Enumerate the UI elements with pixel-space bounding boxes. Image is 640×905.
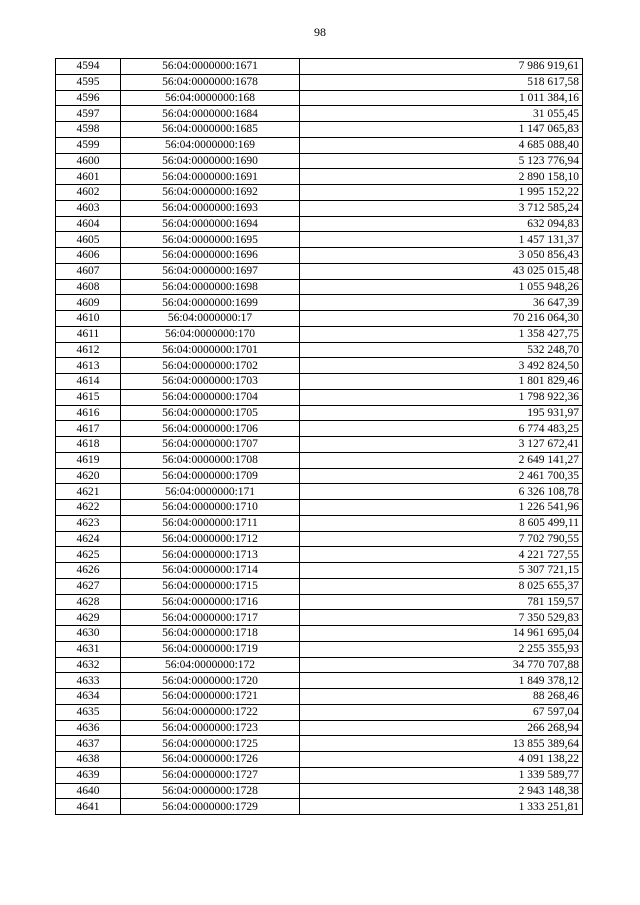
cadastral-number-cell: 56:04:0000000:1671	[121, 59, 300, 75]
cadastral-number-cell: 56:04:0000000:1704	[121, 389, 300, 405]
table-row	[56, 515, 583, 531]
row-number-cell: 4641	[56, 799, 121, 815]
row-number-cell: 4630	[56, 626, 121, 642]
value-cell: 2 890 158,10	[300, 169, 583, 185]
table-row	[56, 342, 583, 358]
value-cell: 8 605 499,11	[300, 515, 583, 531]
cadastral-number-cell: 56:04:0000000:168	[121, 90, 300, 106]
row-number-cell: 4610	[56, 311, 121, 327]
row-number-cell: 4639	[56, 767, 121, 783]
value-cell: 2 461 700,35	[300, 468, 583, 484]
value-cell: 3 050 856,43	[300, 248, 583, 264]
value-cell: 67 597,04	[300, 704, 583, 720]
row-number-cell: 4605	[56, 232, 121, 248]
value-cell: 1 333 251,81	[300, 799, 583, 815]
value-cell: 518 617,58	[300, 74, 583, 90]
cadastral-number-cell: 56:04:0000000:1728	[121, 783, 300, 799]
value-cell: 5 123 776,94	[300, 153, 583, 169]
value-cell: 4 221 727,55	[300, 547, 583, 563]
cadastral-number-cell: 56:04:0000000:1723	[121, 720, 300, 736]
value-cell: 13 855 389,64	[300, 736, 583, 752]
row-number-cell: 4615	[56, 389, 121, 405]
table-row	[56, 799, 583, 815]
row-number-cell: 4634	[56, 689, 121, 705]
row-number-cell: 4595	[56, 74, 121, 90]
row-number-cell: 4631	[56, 641, 121, 657]
row-number-cell: 4594	[56, 59, 121, 75]
value-cell: 6 774 483,25	[300, 421, 583, 437]
row-number-cell: 4632	[56, 657, 121, 673]
row-number-cell: 4623	[56, 515, 121, 531]
value-cell: 34 770 707,88	[300, 657, 583, 673]
row-number-cell: 4618	[56, 437, 121, 453]
table-row	[56, 248, 583, 264]
table-row	[56, 169, 583, 185]
table-row	[56, 326, 583, 342]
value-cell: 3 492 824,50	[300, 358, 583, 374]
row-number-cell: 4635	[56, 704, 121, 720]
table-row	[56, 563, 583, 579]
row-number-cell: 4628	[56, 594, 121, 610]
row-number-cell: 4599	[56, 137, 121, 153]
table-row	[56, 374, 583, 390]
cadastral-number-cell: 56:04:0000000:1713	[121, 547, 300, 563]
cadastral-number-cell: 56:04:0000000:1701	[121, 342, 300, 358]
table-row	[56, 720, 583, 736]
value-cell: 4 685 088,40	[300, 137, 583, 153]
row-number-cell: 4622	[56, 500, 121, 516]
row-number-cell: 4606	[56, 248, 121, 264]
table-row	[56, 610, 583, 626]
table-row	[56, 547, 583, 563]
row-number-cell: 4640	[56, 783, 121, 799]
cadastral-number-cell: 56:04:0000000:170	[121, 326, 300, 342]
row-number-cell: 4625	[56, 547, 121, 563]
value-cell: 532 248,70	[300, 342, 583, 358]
table-row	[56, 106, 583, 122]
cadastral-number-cell: 56:04:0000000:1696	[121, 248, 300, 264]
cadastral-number-cell: 56:04:0000000:1711	[121, 515, 300, 531]
row-number-cell: 4613	[56, 358, 121, 374]
row-number-cell: 4604	[56, 216, 121, 232]
table-row	[56, 59, 583, 75]
row-number-cell: 4612	[56, 342, 121, 358]
value-cell: 70 216 064,30	[300, 311, 583, 327]
cadastral-number-cell: 56:04:0000000:1721	[121, 689, 300, 705]
value-cell: 3 712 585,24	[300, 200, 583, 216]
page-number: 98	[314, 25, 326, 39]
table-row	[56, 74, 583, 90]
row-number-cell: 4602	[56, 185, 121, 201]
row-number-cell: 4603	[56, 200, 121, 216]
table-row	[56, 358, 583, 374]
table-row	[56, 657, 583, 673]
table-row	[56, 153, 583, 169]
table-row	[56, 531, 583, 547]
row-number-cell: 4629	[56, 610, 121, 626]
row-number-cell: 4636	[56, 720, 121, 736]
value-cell: 7 986 919,61	[300, 59, 583, 75]
table-row	[56, 295, 583, 311]
table-row	[56, 185, 583, 201]
cadastral-number-cell: 56:04:0000000:1712	[121, 531, 300, 547]
table-row	[56, 216, 583, 232]
cadastral-number-cell: 56:04:0000000:1678	[121, 74, 300, 90]
value-cell: 2 255 355,93	[300, 641, 583, 657]
cadastral-number-cell: 56:04:0000000:1685	[121, 122, 300, 138]
cadastral-number-cell: 56:04:0000000:1727	[121, 767, 300, 783]
table-row	[56, 232, 583, 248]
cadastral-number-cell: 56:04:0000000:1720	[121, 673, 300, 689]
cadastral-number-cell: 56:04:0000000:1699	[121, 295, 300, 311]
cadastral-number-cell: 56:04:0000000:1697	[121, 263, 300, 279]
row-number-cell: 4596	[56, 90, 121, 106]
cadastral-number-cell: 56:04:0000000:1714	[121, 563, 300, 579]
row-number-cell: 4620	[56, 468, 121, 484]
value-cell: 1 339 589,77	[300, 767, 583, 783]
table-row	[56, 704, 583, 720]
cadastral-number-cell: 56:04:0000000:1691	[121, 169, 300, 185]
value-cell: 1 798 922,36	[300, 389, 583, 405]
cadastral-number-cell: 56:04:0000000:1706	[121, 421, 300, 437]
row-number-cell: 4607	[56, 263, 121, 279]
cadastral-number-cell: 56:04:0000000:1717	[121, 610, 300, 626]
cadastral-number-cell: 56:04:0000000:1707	[121, 437, 300, 453]
value-cell: 14 961 695,04	[300, 626, 583, 642]
table-row	[56, 736, 583, 752]
cadastral-number-cell: 56:04:0000000:1703	[121, 374, 300, 390]
table-row	[56, 452, 583, 468]
table-row	[56, 468, 583, 484]
value-cell: 4 091 138,22	[300, 752, 583, 768]
value-cell: 266 268,94	[300, 720, 583, 736]
table-row	[56, 626, 583, 642]
table-row	[56, 673, 583, 689]
table-row	[56, 783, 583, 799]
cadastral-number-cell: 56:04:0000000:1709	[121, 468, 300, 484]
row-number-cell: 4626	[56, 563, 121, 579]
value-cell: 1 055 948,26	[300, 279, 583, 295]
row-number-cell: 4597	[56, 106, 121, 122]
value-cell: 1 147 065,83	[300, 122, 583, 138]
value-cell: 31 055,45	[300, 106, 583, 122]
table-row	[56, 389, 583, 405]
table-row	[56, 421, 583, 437]
value-cell: 1 457 131,37	[300, 232, 583, 248]
value-cell: 1 849 378,12	[300, 673, 583, 689]
row-number-cell: 4633	[56, 673, 121, 689]
value-cell: 5 307 721,15	[300, 563, 583, 579]
value-cell: 195 931,97	[300, 405, 583, 421]
cadastral-number-cell: 56:04:0000000:1690	[121, 153, 300, 169]
row-number-cell: 4598	[56, 122, 121, 138]
row-number-cell: 4637	[56, 736, 121, 752]
value-cell: 3 127 672,41	[300, 437, 583, 453]
cadastral-number-cell: 56:04:0000000:1719	[121, 641, 300, 657]
table-row	[56, 263, 583, 279]
value-cell: 7 702 790,55	[300, 531, 583, 547]
row-number-cell: 4617	[56, 421, 121, 437]
cadastral-number-cell: 56:04:0000000:1705	[121, 405, 300, 421]
cadastral-number-cell: 56:04:0000000:1710	[121, 500, 300, 516]
table-row	[56, 500, 583, 516]
cadastral-number-cell: 56:04:0000000:17	[121, 311, 300, 327]
cadastral-number-cell: 56:04:0000000:171	[121, 484, 300, 500]
table-row	[56, 484, 583, 500]
row-number-cell: 4611	[56, 326, 121, 342]
row-number-cell: 4619	[56, 452, 121, 468]
cadastral-number-cell: 56:04:0000000:1695	[121, 232, 300, 248]
cadastral-number-cell: 56:04:0000000:1726	[121, 752, 300, 768]
value-cell: 36 647,39	[300, 295, 583, 311]
cadastral-number-cell: 56:04:0000000:172	[121, 657, 300, 673]
table-row	[56, 122, 583, 138]
table-row	[56, 137, 583, 153]
row-number-cell: 4609	[56, 295, 121, 311]
table-body	[56, 59, 583, 815]
row-number-cell: 4614	[56, 374, 121, 390]
table-row	[56, 767, 583, 783]
table-row	[56, 752, 583, 768]
table-row	[56, 200, 583, 216]
row-number-cell: 4616	[56, 405, 121, 421]
row-number-cell: 4600	[56, 153, 121, 169]
cadastral-number-cell: 56:04:0000000:1718	[121, 626, 300, 642]
value-cell: 2 649 141,27	[300, 452, 583, 468]
table-row	[56, 405, 583, 421]
value-cell: 1 358 427,75	[300, 326, 583, 342]
value-cell: 6 326 108,78	[300, 484, 583, 500]
cadastral-number-cell: 56:04:0000000:1715	[121, 578, 300, 594]
value-cell: 781 159,57	[300, 594, 583, 610]
table-row	[56, 90, 583, 106]
value-cell: 1 011 384,16	[300, 90, 583, 106]
value-cell: 632 094,83	[300, 216, 583, 232]
row-number-cell: 4601	[56, 169, 121, 185]
cadastral-number-cell: 56:04:0000000:169	[121, 137, 300, 153]
cadastral-number-cell: 56:04:0000000:1725	[121, 736, 300, 752]
cadastre-table	[55, 58, 583, 815]
value-cell: 8 025 655,37	[300, 578, 583, 594]
row-number-cell: 4624	[56, 531, 121, 547]
value-cell: 1 995 152,22	[300, 185, 583, 201]
table-row	[56, 689, 583, 705]
cadastral-number-cell: 56:04:0000000:1684	[121, 106, 300, 122]
table-row	[56, 578, 583, 594]
cadastral-number-cell: 56:04:0000000:1708	[121, 452, 300, 468]
cadastral-number-cell: 56:04:0000000:1722	[121, 704, 300, 720]
cadastral-number-cell: 56:04:0000000:1702	[121, 358, 300, 374]
row-number-cell: 4638	[56, 752, 121, 768]
value-cell: 88 268,46	[300, 689, 583, 705]
table-row	[56, 437, 583, 453]
cadastral-number-cell: 56:04:0000000:1694	[121, 216, 300, 232]
cadastral-number-cell: 56:04:0000000:1698	[121, 279, 300, 295]
row-number-cell: 4627	[56, 578, 121, 594]
value-cell: 1 226 541,96	[300, 500, 583, 516]
table-row	[56, 311, 583, 327]
value-cell: 43 025 015,48	[300, 263, 583, 279]
row-number-cell: 4608	[56, 279, 121, 295]
table-row	[56, 279, 583, 295]
cadastral-number-cell: 56:04:0000000:1693	[121, 200, 300, 216]
value-cell: 7 350 529,83	[300, 610, 583, 626]
table-row	[56, 641, 583, 657]
row-number-cell: 4621	[56, 484, 121, 500]
value-cell: 2 943 148,38	[300, 783, 583, 799]
cadastral-number-cell: 56:04:0000000:1716	[121, 594, 300, 610]
cadastral-number-cell: 56:04:0000000:1729	[121, 799, 300, 815]
cadastral-number-cell: 56:04:0000000:1692	[121, 185, 300, 201]
value-cell: 1 801 829,46	[300, 374, 583, 390]
table-row	[56, 594, 583, 610]
